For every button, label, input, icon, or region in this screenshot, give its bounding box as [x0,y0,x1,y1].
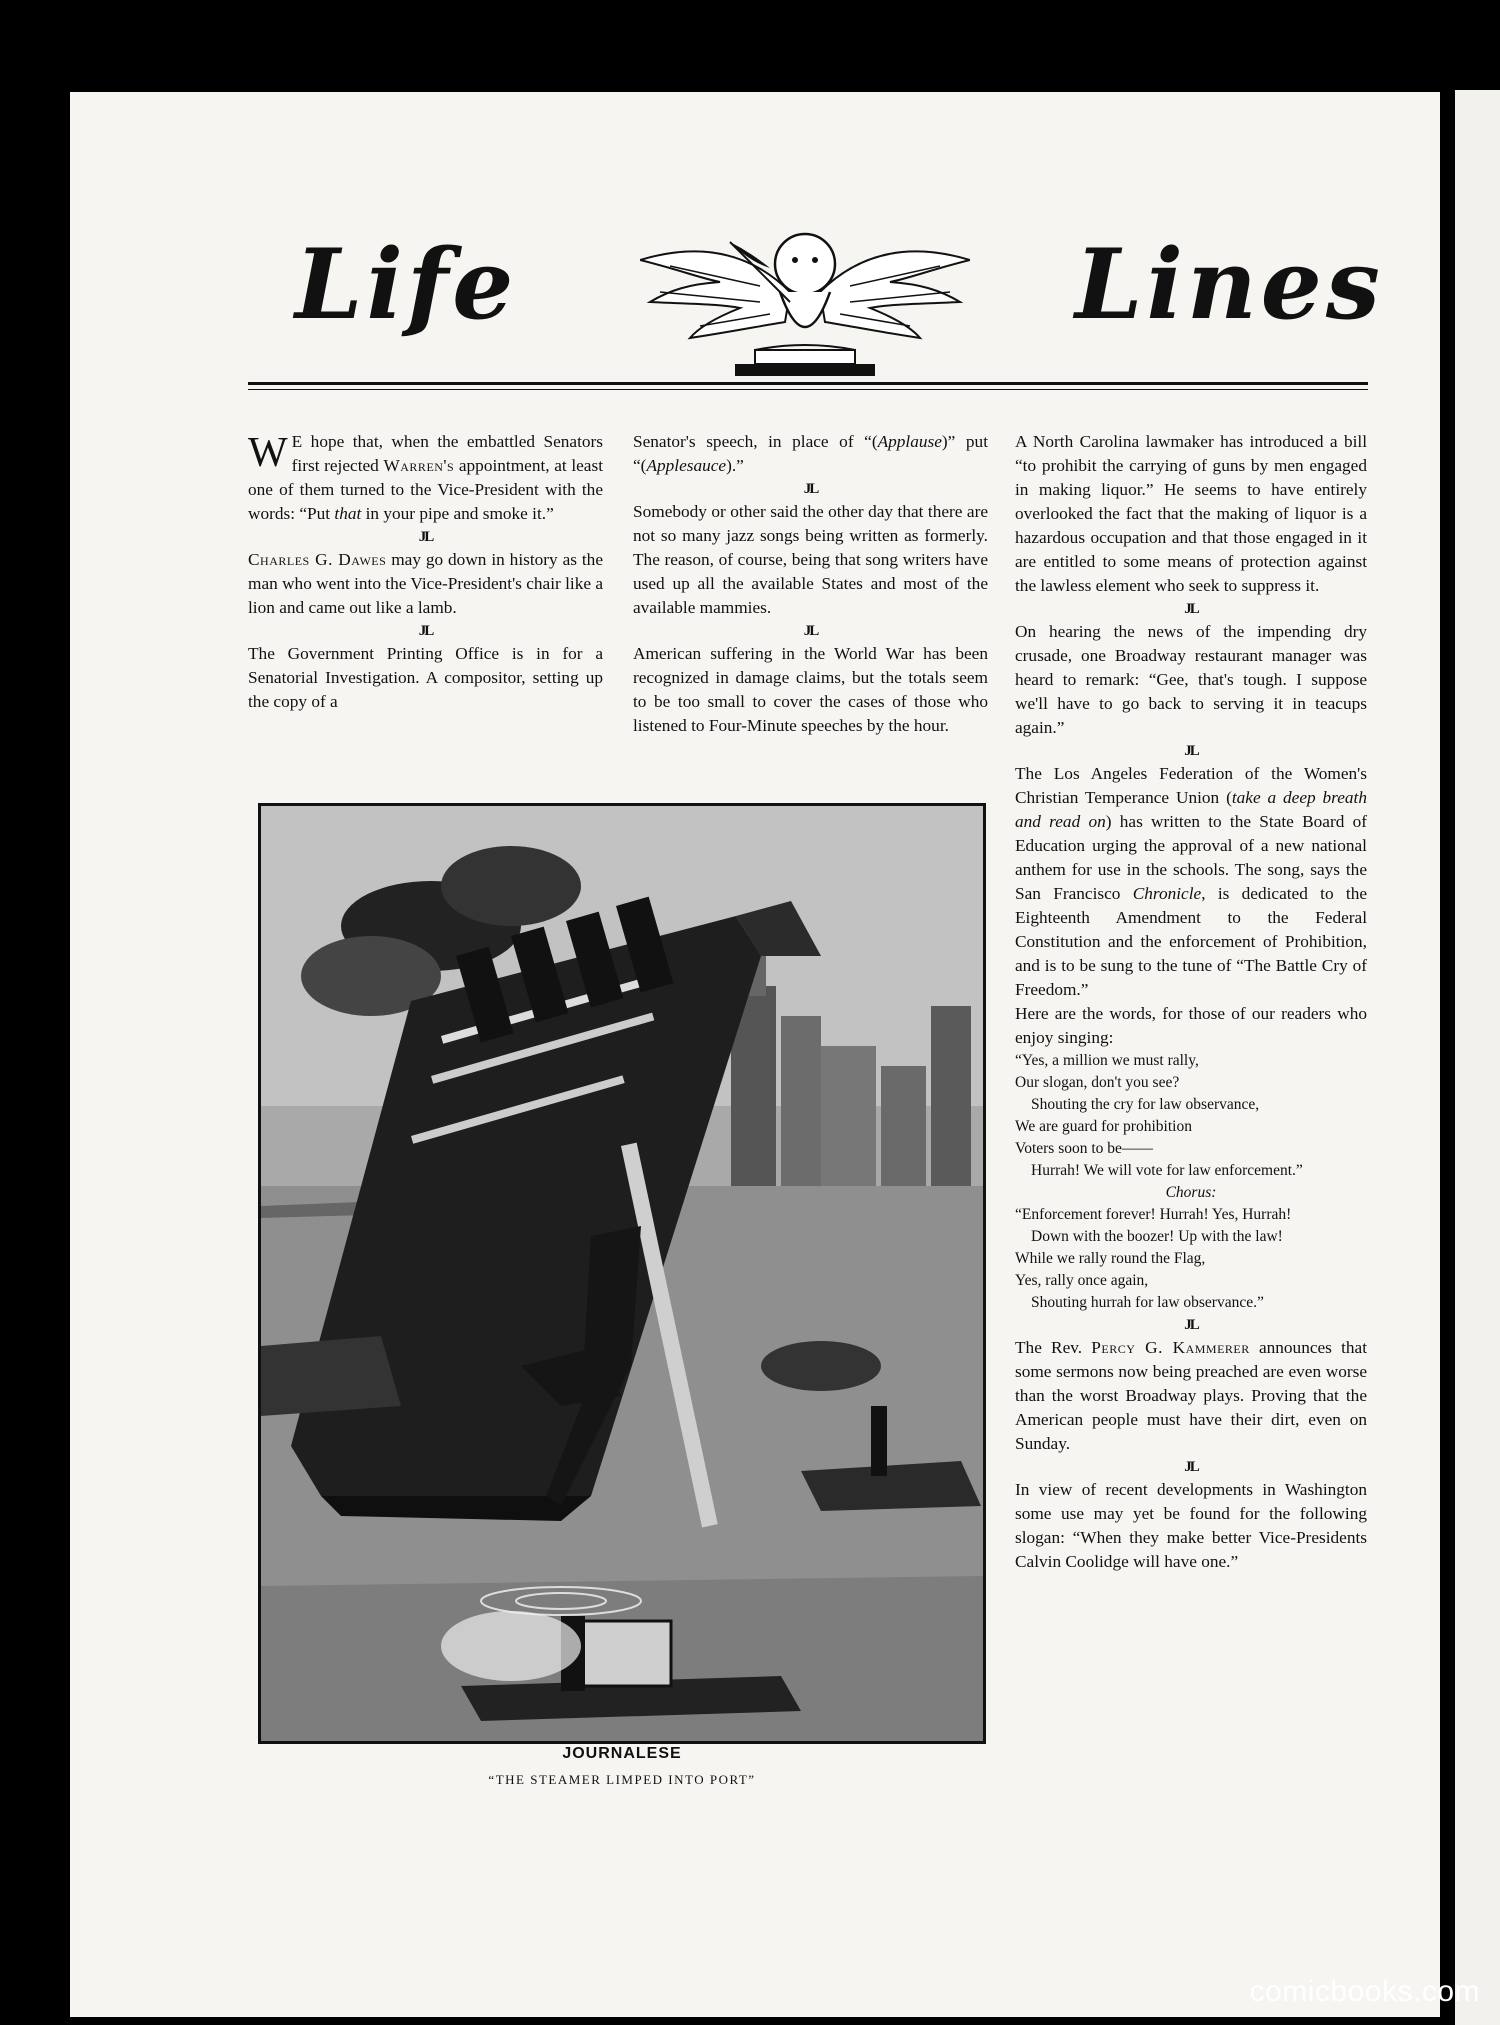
paragraph: On hearing the news of the impending dry crusade, one Broadway restaurant manager was heard to remark: “Gee, that's tough. I suppose we'll have to go back to serving it in teacups again.” [1015,622,1367,737]
paragraph: Here are the words, for those of our readers who enjoy singing: [1015,1004,1367,1047]
article-column-2 [633,430,988,738]
separator-mark: JL [1184,1459,1198,1475]
paragraph: Somebody or other said the other day that there are not so many jazz songs being written as formerly. The reason, of course, being that song writers have used up all the available States and most of the available mammies. [633,502,988,617]
separator-mark: JL [1184,601,1198,617]
paragraph: A North Carolina lawmaker has introduced a bill “to prohibit the carrying of guns by men engaged in making liquor.” He seems to have entirely overlooked the fact that the making of liquor is a hazardous occupation and that those engaged in it are entitled to some means of protection against the lawless element who seek to suppress it. [1015,432,1367,595]
paragraph: The Los Angeles Federation of the Women's Christian Temperance Union (take a deep breath and read on) has written to the State Board of Education urging the approval of a new national anthem for use in the schools. The song, says the San Francisco Chronicle, is dedicated to the Eighteenth Amendment to the Federal Constitution and the enforcement of Prohibition, and is to be sung to the tune of “The Battle Cry of Freedom.” [1015,764,1368,999]
masthead-rule-thin [248,389,1368,390]
paragraph: W E hope that, when the embattled Senators first rejected Warren's appointment, at least one of them turned to the Vice-President with the words: “Put that in your pipe and smoke it.” [248,430,603,523]
paragraph: Charles G. Dawes may go down in history as the man who went into the Vice-President's chair like a lion and came out like a lamb. [248,550,603,617]
paragraph: The Government Printing Office is in for a Senatorial Investigation. A compositor, setting up the copy of a [248,644,603,711]
paragraph: Senator's speech, in place of “(Applause)” put “(Applesauce).” [633,432,988,475]
verse-line: “Yes, a million we must rally, [1015,1052,1199,1069]
song-verse [1015,1050,1367,1314]
separator-mark: JL [803,623,818,639]
verse-line: Down with the boozer! Up with the law! [1031,1228,1283,1245]
paragraph: The Rev. Percy G. Kammerer announces that some sermons now being preached are even worse than the worst Broadway plays. Proving that the American people must have their dirt, even on Sunday. [1015,1338,1368,1453]
article-column-1 [248,430,603,714]
drop-cap: W [248,430,288,476]
paragraph: American suffering in the World War has been recognized in damage claims, but the totals seem to be too small to cover the cases of those who listened to Four-Minute speeches by the hour. [633,644,988,735]
separator-mark: JL [1184,1317,1198,1333]
cartoon-illustration [258,803,986,1744]
verse-line: Yes, rally once again, [1015,1272,1149,1289]
separator-mark: JL [803,481,818,497]
verse-line: Shouting hurrah for law observance.” [1031,1294,1264,1311]
chorus-label: Chorus: [1165,1184,1217,1201]
separator-mark: JL [418,529,433,545]
cherub-emblem-icon [640,222,970,382]
verse-line: Hurrah! We will vote for law enforcement.” [1031,1162,1303,1179]
adjacent-page-edge [1455,90,1500,2025]
separator-mark: JL [1184,743,1198,759]
watermark: comicbooks.com [1249,1975,1480,2008]
cartoon-title: JOURNALESE [562,1745,682,1762]
masthead-right-word: Lines [1075,228,1384,341]
paragraph: In view of recent developments in Washington some use may yet be found for the following slogan: “When they make better Vice-Presidents Calvin Coolidge will have one.” [1015,1480,1367,1571]
verse-line: We are guard for prohibition [1015,1118,1192,1135]
verse-line: Shouting the cry for law observance, [1031,1096,1260,1113]
verse-line: While we rally round the Flag, [1015,1250,1206,1267]
article-column-3 [1015,430,1367,1574]
masthead-left-word: Life [295,228,518,341]
cartoon-caption: “THE STEAMER LIMPED INTO PORT” [488,1772,756,1787]
verse-line: “Enforcement forever! Hurrah! Yes, Hurrah! [1015,1206,1292,1223]
verse-line: Voters soon to be—— [1015,1140,1153,1157]
masthead-rule [248,382,1368,385]
separator-mark: JL [418,623,433,639]
verse-line: Our slogan, don't you see? [1015,1074,1180,1091]
